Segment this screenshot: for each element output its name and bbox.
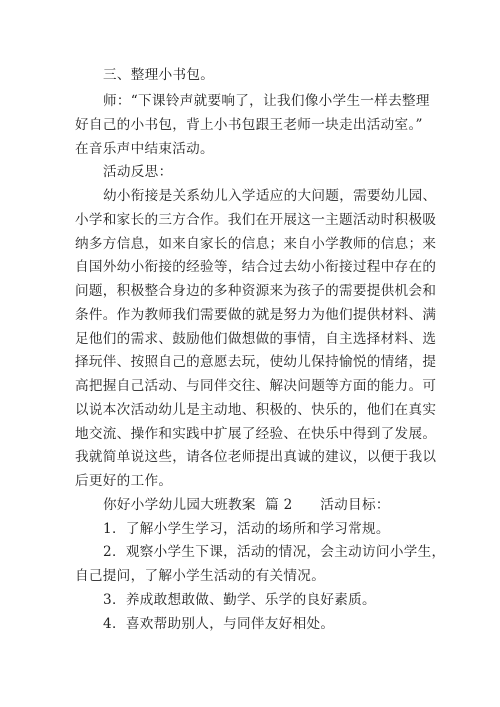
reflection-heading: 活动反思： bbox=[103, 164, 173, 180]
paragraph-line: 我就简单说这些，请各位老师提出真诚的建议，以便于我以 bbox=[75, 449, 437, 465]
paragraph-line: 择玩伴、按照自己的意愿去玩，使幼儿保持愉悦的情绪，提 bbox=[75, 354, 437, 370]
paragraph-line: 高把握自己活动、与同伴交往、解决问题等方面的能力。可 bbox=[75, 378, 437, 394]
paragraph-line: 问题，积极整合身边的多种资源来为孩子的需要提供机会和 bbox=[75, 283, 437, 299]
goal-item: 2．观察小学生下课，活动的情况，会主动访问小学生， bbox=[103, 544, 446, 560]
paragraph-line: 地交流、操作和实践中扩展了经验、在快乐中得到了发展。 bbox=[75, 426, 437, 442]
goal-item: 1．了解小学生学习，活动的场所和学习常规。 bbox=[103, 521, 390, 537]
paragraph-line: 纳多方信息，如来自家长的信息；来自小学教师的信息；来 bbox=[75, 236, 437, 252]
paragraph-line: 在音乐声中结束活动。 bbox=[75, 141, 214, 157]
paragraph-line: 条件。作为教师我们需要做的就是努力为他们提供材料、满 bbox=[75, 307, 437, 323]
lesson-plan-heading: 你好小学幼儿园大班教案 篇 2 活动目标： bbox=[103, 497, 390, 513]
paragraph-line: 好自己的小书包，背上小书包跟王老师一块走出活动室。” bbox=[75, 117, 423, 133]
section-heading: 三、整理小书包。 bbox=[103, 67, 215, 83]
paragraph-line: 自国外幼小衔接的经验等，结合过去幼小衔接过程中存在的 bbox=[75, 259, 437, 275]
paragraph-line: 小学和家长的三方合作。我们在开展这一主题活动时积极吸 bbox=[75, 212, 437, 228]
goal-item: 4．喜欢帮助别人，与同伴友好相处。 bbox=[103, 616, 335, 632]
paragraph-line: 后更好的工作。 bbox=[75, 473, 173, 489]
paragraph-line: 自己提问，了解小学生活动的有关情况。 bbox=[75, 568, 326, 584]
goal-item: 3．养成敢想敢做、勤学、乐学的良好素质。 bbox=[103, 592, 376, 608]
paragraph-line: 幼小衔接是关系幼儿入学适应的大问题，需要幼儿园、 bbox=[103, 188, 437, 204]
paragraph-line: 以说本次活动幼儿是主动地、积极的、快乐的，他们在真实 bbox=[75, 402, 437, 418]
paragraph-line: 足他们的需求、鼓励他们做想做的事情，自主选择材料、选 bbox=[75, 331, 437, 347]
paragraph-line: 师：“下课铃声就要响了，让我们像小学生一样去整理 bbox=[103, 93, 430, 109]
